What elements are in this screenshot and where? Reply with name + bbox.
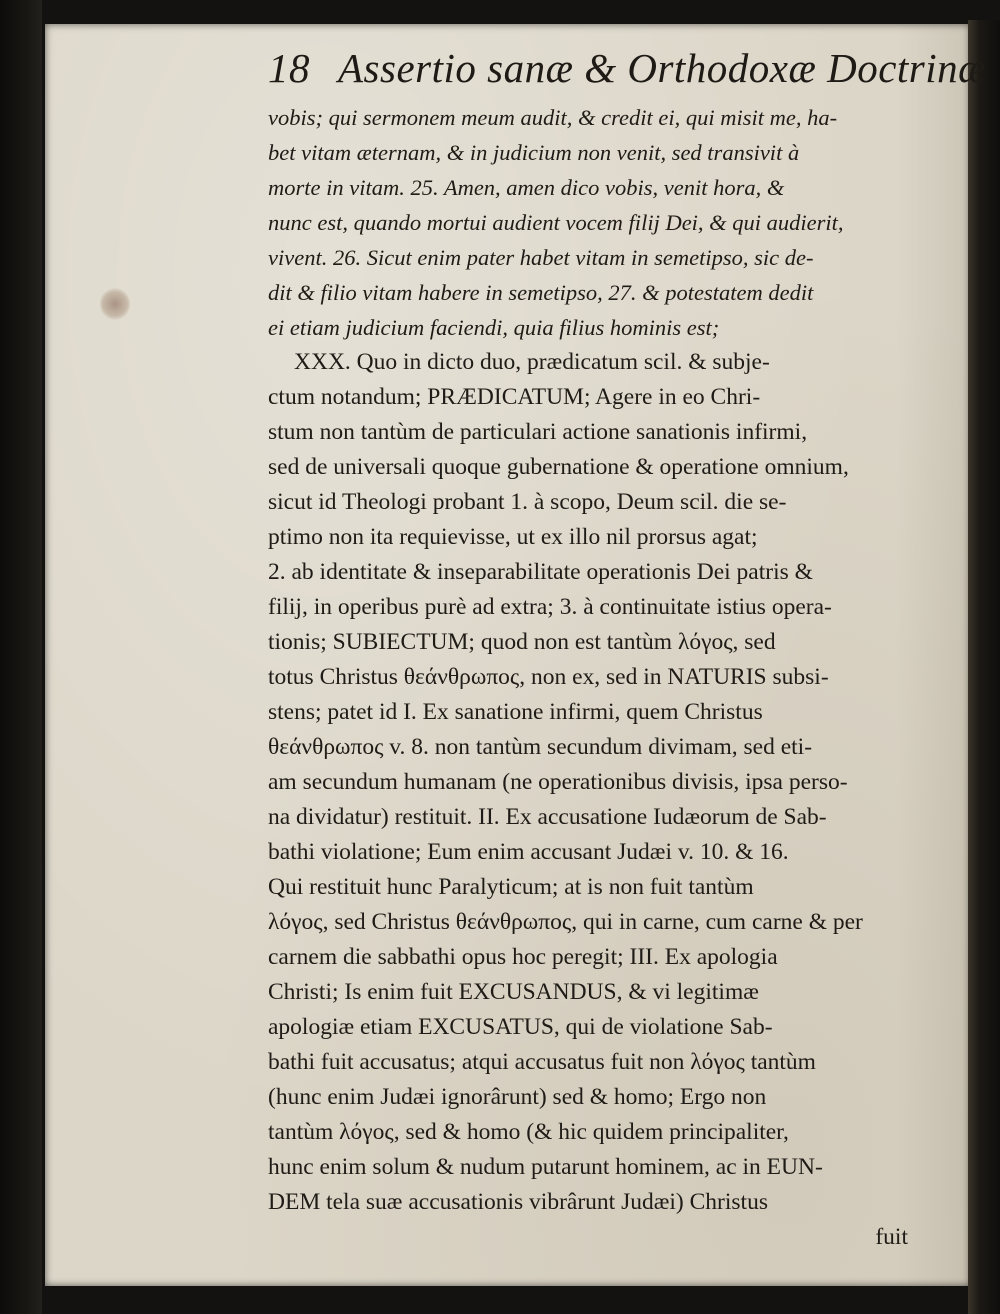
paper-stain: [100, 288, 130, 320]
text-line: apologiæ etiam EXCUSATUS, qui de violatione Sab-: [268, 1014, 773, 1040]
catchword: fuit: [875, 1224, 908, 1250]
text-line: stens; patet id I. Ex sanatione infirmi, quem Christus: [268, 699, 763, 725]
text-line: hunc enim solum & nudum putarunt hominem, ac in EUN-: [268, 1154, 823, 1180]
text-line: nunc est, quando mortui audient vocem filij Dei, & qui audierit,: [268, 210, 844, 235]
text-line: dit & filio vitam habere in semetipso, 27. & potestatem dedit: [268, 280, 814, 305]
text-line: vivent. 26. Sicut enim pater habet vitam in semetipso, sic de-: [268, 245, 814, 270]
running-header: [268, 44, 986, 104]
text-line: λόγος, sed Christus θεάνθρωπος, qui in carne, cum carne & per: [268, 909, 863, 935]
text-line: bathi violatione; Eum enim accusant Judæi v. 10. & 16.: [268, 839, 789, 865]
text-line: morte in vitam. 25. Amen, amen dico vobis, venit hora, &: [268, 175, 785, 200]
text-line: Christi; Is enim fuit EXCUSANDUS, & vi legitimæ: [268, 979, 759, 1005]
text-line: vobis; qui sermonem meum audit, & credit ei, qui misit me, ha-: [268, 105, 838, 130]
text-line: θεάνθρωπος v. 8. non tantùm secundum divimam, sed eti-: [268, 734, 813, 760]
text-line: filij, in operibus purè ad extra; 3. à continuitate istius opera-: [268, 594, 832, 620]
text-line: tionis; SUBIECTUM; quod non est tantùm λόγος, sed: [268, 629, 776, 655]
running-head-title: Assertio sanæ & Orthodoxæ Doctrinæ: [338, 45, 986, 91]
scan-background-left: [0, 0, 42, 1314]
text-line: bathi fuit accusatus; atqui accusatus fuit non λόγος tantùm: [268, 1049, 816, 1075]
page-number: 18: [268, 45, 310, 91]
text-line: Qui restituit hunc Paralyticum; at is non fuit tantùm: [268, 874, 754, 900]
text-line: am secundum humanam (ne operationibus divisis, ipsa perso-: [268, 769, 848, 795]
text-line: tantùm λόγος, sed & homo (& hic quidem principaliter,: [268, 1119, 789, 1145]
text-line: (hunc enim Judæi ignorârunt) sed & homo; Ergo non: [268, 1084, 767, 1110]
text-line: bet vitam æternam, & in judicium non venit, sed transivit à: [268, 140, 800, 165]
text-line: na dividatur) restituit. II. Ex accusatione Iudæorum de Sab-: [268, 804, 827, 830]
text-line: ctum notandum; PRÆDICATUM; Agere in eo Chri-: [268, 384, 761, 410]
text-line: 2. ab identitate & inseparabilitate operationis Dei patris &: [268, 559, 813, 585]
text-line: sed de universali quoque gubernatione & operatione omnium,: [268, 454, 849, 480]
text-line: totus Christus θεάνθρωπος, non ex, sed in NATURIS subsi-: [268, 664, 829, 690]
text-line: ptimo non ita requievisse, ut ex illo nil prorsus agat;: [268, 524, 758, 550]
page-edge-shadow: [968, 20, 1000, 1314]
text-line: XXX. Quo in dicto duo, prædicatum scil. & subje-: [294, 349, 770, 375]
text-line: sicut id Theologi probant 1. à scopo, Deum scil. die se-: [268, 489, 787, 515]
text-line: DEM tela suæ accusationis vibrârunt Judæi) Christus: [268, 1189, 768, 1215]
text-line: carnem die sabbathi opus hoc peregit; III. Ex apologia: [268, 944, 778, 970]
text-line: stum non tantùm de particulari actione sanationis infirmi,: [268, 419, 808, 445]
body-text: [268, 100, 908, 1255]
text-line: ei etiam judicium faciendi, quia filius hominis est;: [268, 315, 720, 340]
